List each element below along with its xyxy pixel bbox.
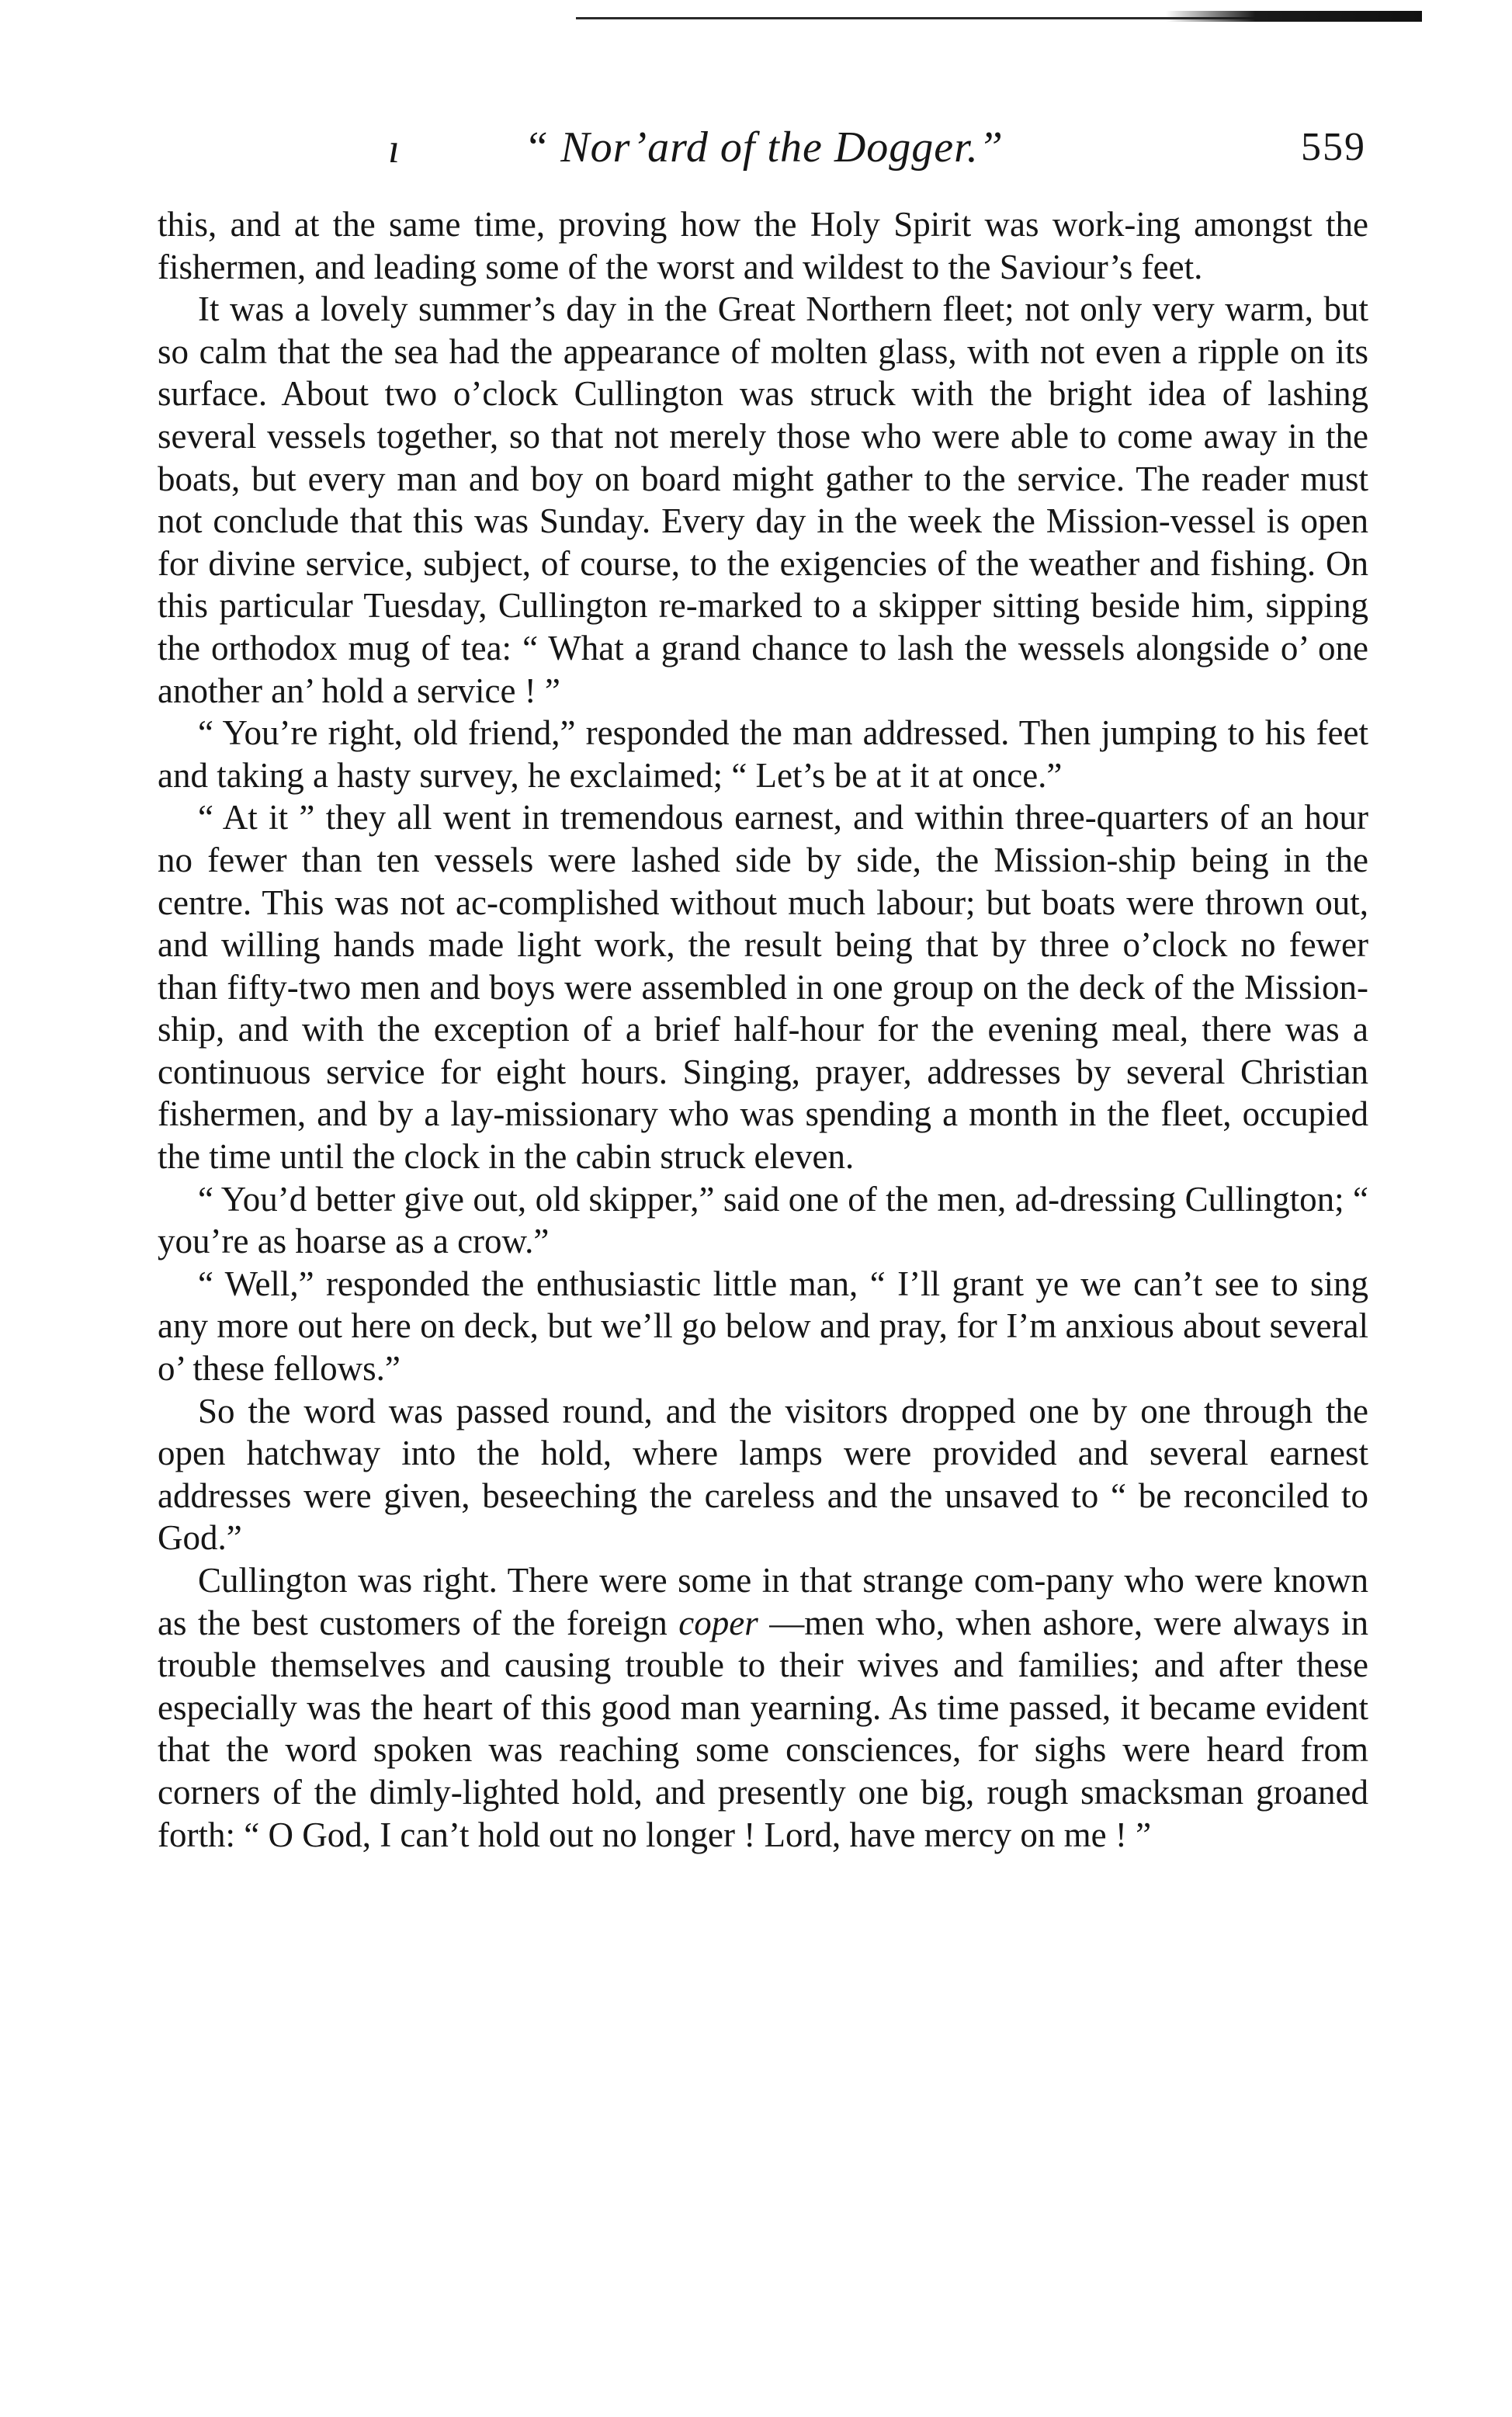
top-rule-heavy-segment [1166,11,1422,22]
paragraph-last [158,1559,1368,1856]
body-text [158,203,1368,1856]
running-title: “ Nor’ard of the Dogger.” [524,123,1004,172]
paragraph: this, and at the same time, proving how the Holy Spirit was work-ing amongst the fishermen, and leading some of the worst and wildest to the Saviour’s feet. [158,205,1368,286]
paragraph: It was a lovely summer’s day in the Great Northern fleet; not only very warm, but so calm that the sea had the appearance of molten glass, with not even a ripple on its surface. About two o’clock Cullington was struck with the bright idea of lashing several vessels together, so that not merely those who were able to come away in the boats, but every man and boy on board might gather to the service. The reader must not conclude that this was Sunday. Every day in the week the Mission-vessel is open for divine service, subject, of course, to the exigencies of the weather and fishing. On this particular Tuesday, Cullington re-marked to a skipper sitting beside him, sipping the orthodox mug of tea: “ What a grand chance to lash the wessels alongside o’ one another an’ hold a service ! ” [158,290,1368,710]
paragraph: “ At it ” they all went in tremendous earnest, and within three-quarters of an hour no fewer than ten vessels were lashed side by side, the Mission-ship being in the centre. This was not ac-complished without much labour; but boats were thrown out, and willing hands made light work, the result being that by three o’clock no fewer than fifty-two men and boys were assembled in one group on the deck of the Mission-ship, and with the exception of a brief half-hour for the evening meal, there was a continuous service for eight hours. Singing, prayer, addresses by several Christian fishermen, and by a lay-missionary who was spending a month in the fleet, occupied the time until the clock in the cabin struck eleven. [158,798,1368,1177]
page-number: 559 [1301,125,1366,169]
paragraph: “ You’d better give out, old skipper,” said one of the men, ad-dressing Cullington; “ you’re as hoarse as a crow.” [158,1179,1368,1261]
paragraph: “ Well,” responded the enthusiastic little man, “ I’ll grant ye we can’t see to sing any more out here on deck, but we’ll go below and pray, for I’m anxious about several o’ these fellows.” [158,1264,1368,1389]
paragraph: So the word was passed round, and the visitors dropped one by one through the open hatchway into the hold, where lamps were provided and several earnest addresses were given, beseeching the careless and the unsaved to “ be reconciled to God.” [158,1391,1368,1558]
page-header [155,116,1372,186]
header-mark: ı [388,125,401,172]
paragraph-text: Cullington was right. There were some in that strange com-pany who were known as the best customers of the foreign [158,1561,1368,1642]
italic-word: coper [678,1603,758,1642]
paragraph: “ You’re right, old friend,” responded the man addressed. Then jumping to his feet and taking a hasty survey, he exclaimed; “ Let’s be at it at once.” [158,713,1368,795]
top-rule [576,11,1422,22]
paragraph-text: —men who, when ashore, were always in trouble themselves and causing trouble to their wives and families; and after these especially was the heart of this good man yearning. As time passed, it became evident that the word spoken was reaching some consciences, for sighs were heard from corners of the dimly-lighted hold, and presently one big, rough smacksman groaned forth: “ O God, I can’t hold out no longer ! Lord, have mercy on me ! ” [158,1603,1368,1854]
